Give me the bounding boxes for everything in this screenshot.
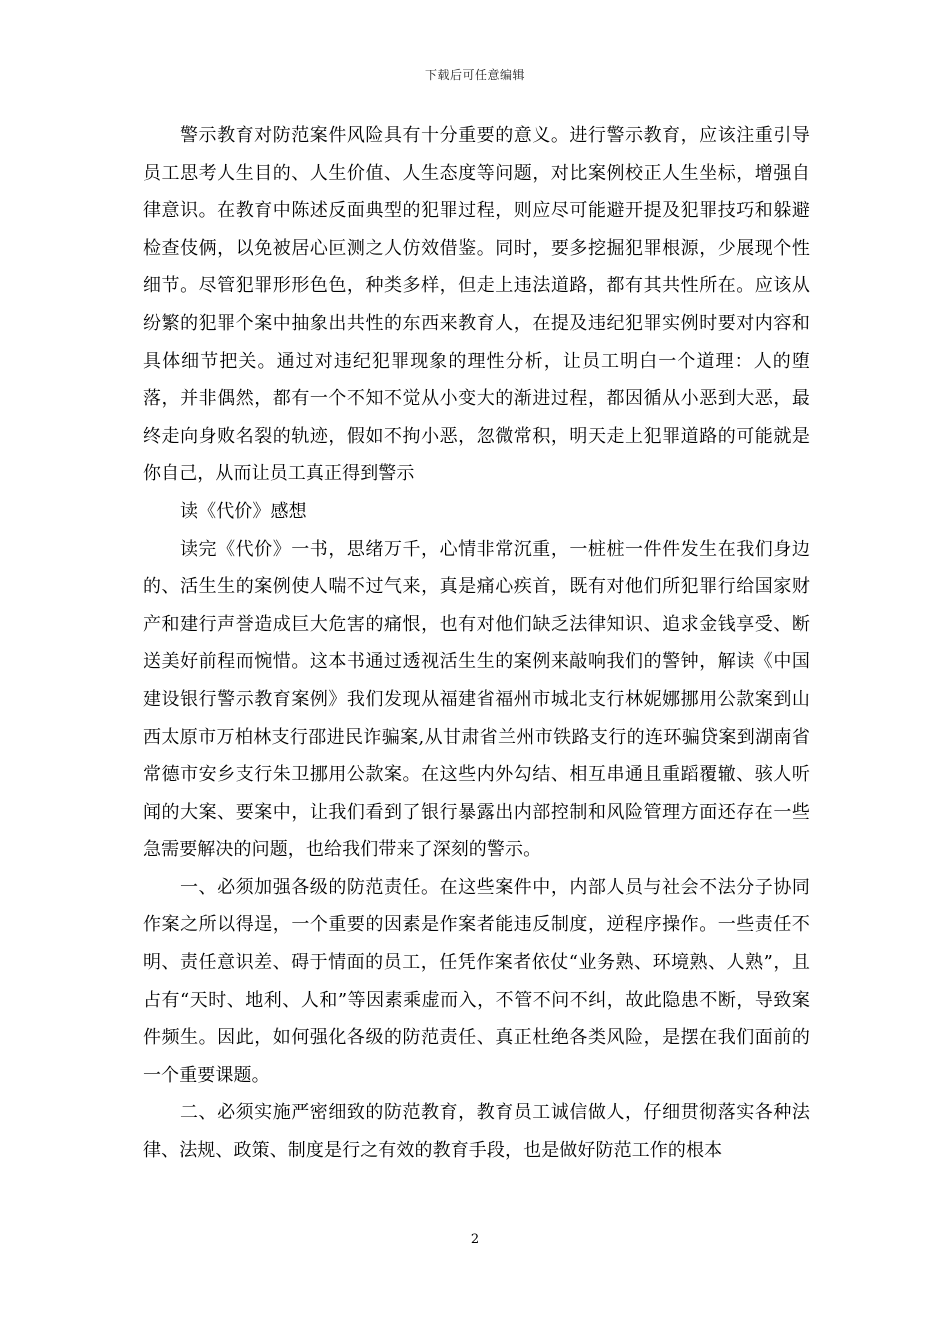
document-body <box>143 117 810 1170</box>
page-number: 2 <box>470 1232 480 1247</box>
paragraph-book-reflection: 读完《代价》一书，思绪万千，心情非常沉重，一桩桩一件件发生在我们身边的、活生生的案例使人喘不过气来，真是痛心疾首，既有对他们所犯罪行给国家财产和建行声誉造成巨大危害的痛恨，也有对他们缺乏法律知识、追求金钱享受、断送美好前程而惋惜。这本书通过透视活生生的案例来敲响我们的警钟，解读《中国建设银行警示教育案例》我们发现从福建省福州市城北支行林妮娜挪用公款案到山西太原市万柏林支行邵进民诈骗案,从甘肃省兰州市铁路支行的连环骗贷案到湖南省常德市安乡支行朱卫挪用公款案。在这些内外勾结、相互串通且重蹈覆辙、骇人听闻的大案、要案中，让我们看到了银行暴露出内部控制和风险管理方面还存在一些急需要解决的问题，也给我们带来了深刻的警示。 <box>143 538 810 861</box>
paragraph-point-two: 二、必须实施严密细致的防范教育，教育员工诚信做人，仔细贯彻落实各种法律、法规、政策、制度是行之有效的教育手段，也是做好防范工作的根本 <box>143 1102 810 1162</box>
paragraph-point-one: 一、必须加强各级的防范责任。在这些案件中，内部人员与社会不法分子协同作案之所以得逞，一个重要的因素是作案者能违反制度，逆程序操作。一些责任不明、责任意识差、碍于情面的员工，任凭作案者依仗“业务熟、环境熟、人熟”，且占有“天时、地利、人和”等因素乘虚而入，不管不问不纠，故此隐患不断，导致案件频生。因此，如何强化各级的防范责任、真正杜绝各类风险，是摆在我们面前的一个重要课题。 <box>143 876 810 1086</box>
page-header-note: 下载后可任意编辑 <box>424 68 525 82</box>
paragraph-warning-education: 警示教育对防范案件风险具有十分重要的意义。进行警示教育，应该注重引导员工思考人生目的、人生价值、人生态度等问题，对比案例校正人生坐标，增强自律意识。在教育中陈述反面典型的犯罪过程，则应尽可能避开提及犯罪技巧和躲避检查伎俩，以免被居心叵测之人仿效借鉴。同时，要多挖掘犯罪根源，少展现个性细节。尽管犯罪形形色色，种类多样，但走上违法道路，都有其共性所在。应该从纷繁的犯罪个案中抽象出共性的东西来教育人，在提及违纪犯罪实例时要对内容和具体细节把关。通过对违纪犯罪现象的理性分析，让员工明白一个道理：人的堕落，并非偶然，都有一个不知不觉从小变大的渐进过程，都因循从小恶到大恶，最终走向身败名裂的轨迹，假如不拘小恶，忽微常积，明天走上犯罪道路的可能就是你自己，从而让员工真正得到警示 <box>143 125 810 485</box>
section-title-reflection: 读《代价》感想 <box>180 500 307 522</box>
